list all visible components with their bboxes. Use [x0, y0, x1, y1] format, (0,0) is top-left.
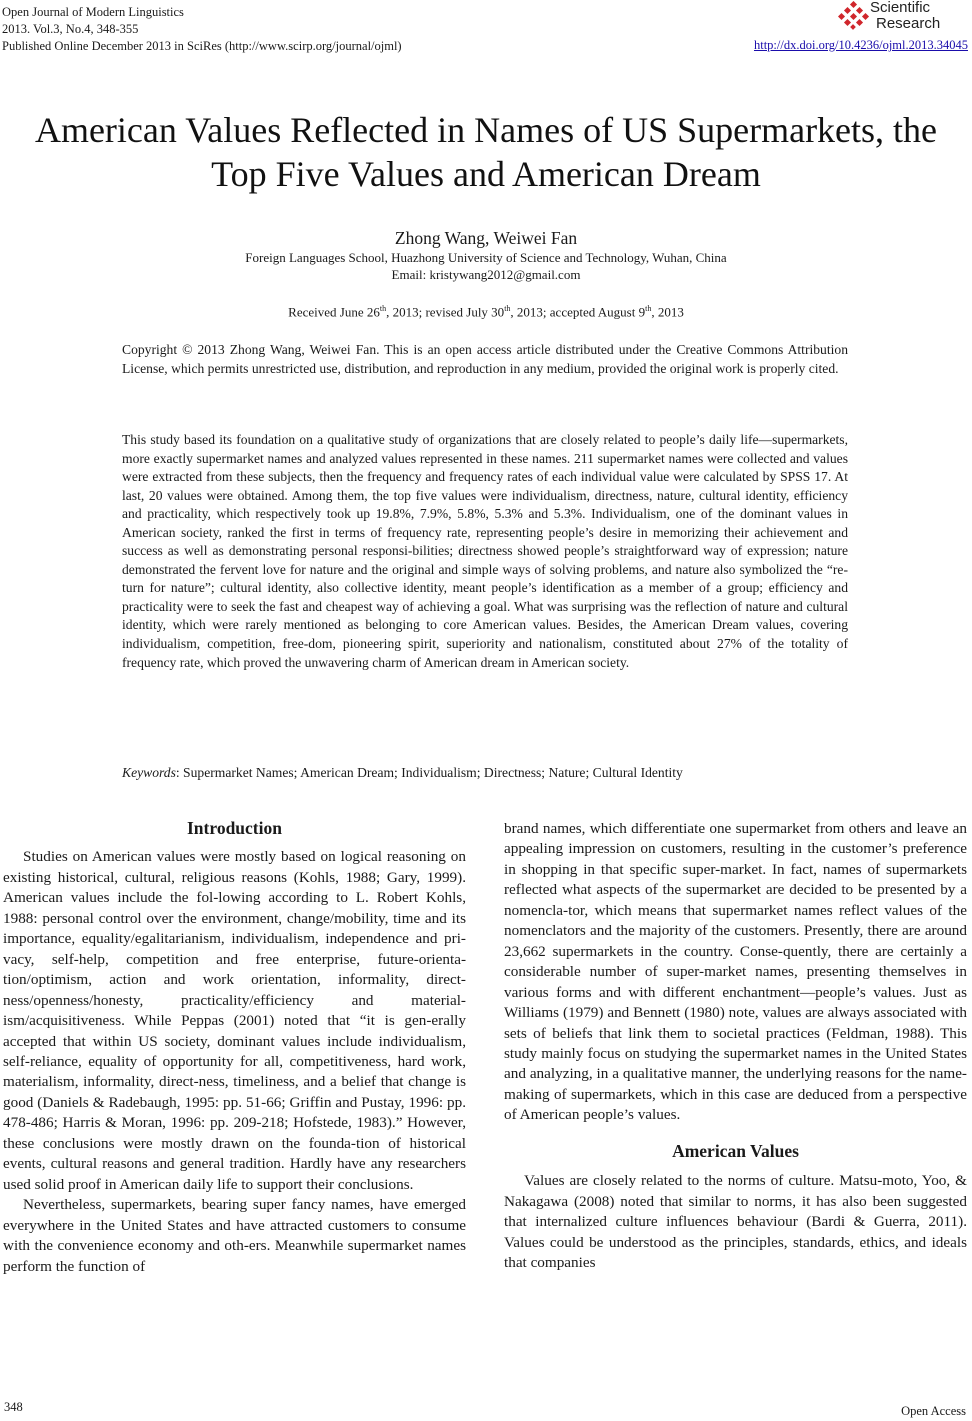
journal-name: Open Journal of Modern Linguistics [2, 5, 184, 19]
section-heading-american-values: American Values [672, 1140, 799, 1161]
keywords-list: : Supermarket Names; American Dream; Individualism; Directness; Nature; Cultural Identity [175, 765, 683, 780]
paper-title [0, 108, 972, 196]
open-access-label: Open Access [901, 1404, 966, 1418]
received-text: Received June 26 [288, 304, 380, 320]
title-line-1: American Values Reflected in Names of US Supermarkets, the [34, 110, 938, 150]
logo-text-research: Research [876, 15, 941, 32]
published-info: Published Online December 2013 in SciRes (http://www.scirp.org/journal/ojml) [2, 39, 402, 53]
left-column [3, 818, 466, 1277]
doi-link[interactable]: http://dx.doi.org/10.4236/ojml.2013.34045 [753, 38, 968, 52]
section-heading-introduction: Introduction [187, 818, 282, 838]
page-number: 348 [4, 1400, 23, 1414]
right-column [504, 819, 967, 1274]
authors: Zhong Wang, Weiwei Fan [394, 228, 578, 248]
email: Email: kristywang2012@gmail.com [391, 267, 581, 282]
scientific-research-logo [838, 1, 968, 37]
copyright-notice: Copyright © 2013 Zhong Wang, Weiwei Fan. This is an open access article distributed under the Creative Commons Attribution License, which permits unrestricted use, distribution, and reproduction in any medium, provided the original work is properly cited. [122, 342, 848, 376]
ordinal-suffix: th [645, 304, 652, 313]
keywords [122, 765, 683, 781]
revised-text: , 2013; revised July 30 [386, 304, 505, 320]
paragraph: Studies on American values were mostly based on logical reasoning on existing historical, cultural, religious reasons (Kohls, 1988; Gary, 1999). American values include the fol-lowing according to L. Robert Kohls, 1988: personal control over the environment, change/mobility, time and its importance, equality/egalitarianism, individualism, independence and pri-vacy, self-help, competition and free enterprise, future-orienta-tion/optimism, action and work orientation, informality, direct-ness/openness/honesty, practicality/efficiency and material-ism/acquisitiveness. While Peppas (2001) noted that “it is gen-erally accepted that within US society, dominant values include individualism, self-reliance, equality of opportunity for all, competitiveness, hard work, materialism, informality, direct-ness, timeliness, and a belief that change is good (Daniels & Radebaugh, 1995: pp. 51-66; Griffin and Pustay, 1996: pp. 478-486; Harris & Moran, 1996: pp. 209-218; Hofstede, 1983).” However, these conclusions were mostly drawn on the founda-tion of historical events, cultural reasons and general tradition. Hardly have any researchers used solid proof in American daily life to support their conclusions. [3, 848, 466, 1193]
ordinal-suffix: th [504, 304, 511, 313]
ordinal-suffix: th [379, 304, 387, 313]
year-text: , 2013 [651, 304, 684, 320]
received-dates [0, 304, 972, 320]
logo-text-scientific: Scientific [870, 0, 931, 16]
accepted-text: , 2013; accepted August 9 [510, 304, 646, 320]
paragraph: brand names, which differentiate one supermarket from others and leave an appealing impression on customers, resulting in the customer’s preference in shopping in that specific super-market. In fact, names of supermarkets reflected what aspects of the supermarket are decided to be presented by a nomencla-tor, which means that supermarket names reflect values of the nomenclators and the majority of the customers. Presently, there are around 23,662 supermarkets in the country. Conse-quently, there are certainly a considerable number of super-market names, presenting themselves in various forms and with different enchantment—people’s values. Just as Williams (1979) and Bennett (1980) note, values are always associated with sets of beliefs that link them to societal practices (Feldman, 1988). This study mainly focus on studying the supermarket names in the United States and analyzing, in a qualitative manner, the underlying reasons for the name-making of supermarkets, which in this case are deduced from a perspective of American people’s values. [504, 820, 967, 1124]
paragraph: Values are closely related to the norms of culture. Matsu-moto, Yoo, & Nakagawa (2008) noted that similar to norms, it has also been suggested that internalized culture influences behaviour (Bardi & Guerra, 2011). Values could be understood as the principles, standards, ethics, and ideals that companies [504, 1172, 967, 1272]
abstract: This study based its foundation on a qualitative study of organizations that are closely related to people’s daily life—supermarkets, more exactly supermarket names and analyzed values represented in these names. 211 supermarket names were collected and values were extracted from these subjects, then the frequency and frequency rates of each individual value were calculated by SPSS 17. At last, 20 values were obtained. Among them, the top five values were individualism, directness, nature, cultural identity, efficiency and practicality, which respectively took up 19.8%, 7.9%, 5.8%, 5.3% and 5.3%. Individualism, one of the dominant values in American society, ranked the first in terms of frequency rate, representing people’s desire in memorizing their achievement and success as well as demonstrating personal responsi-bilities; directness showed people’s straightforward way of expression; nature demonstrated the fervent love for nature and the original and simple ways of solving problems, and nature also symbolized the “re-turn for nature”; cultural identity, also collective identity, meant people’s identification as a member of a group; efficiency and practicality were to seek the fast and cheapest way of achieving a goal. What was surprising was the reflection of nature and cultural identity, which were rarely mentioned as belonging to core American values. Besides, the American Dream values, covering individualism, competition, free-dom, pioneering spirit, superiority and nationalism, constituted about 27% of the totality of frequency rate, which proved the unwavering charm of American dream in American society. [122, 432, 848, 670]
title-line-2: Top Five Values and American Dream [211, 154, 761, 194]
keywords-label: Keywords [122, 765, 176, 780]
running-header [2, 4, 402, 55]
paragraph: Nevertheless, supermarkets, bearing super fancy names, have emerged everywhere in the United States and have attracted customers to consume with the convenience economy and oth-ers. Meanwhile supermarket names perform the function of [3, 1196, 466, 1275]
affiliation: Foreign Languages School, Huazhong University of Science and Technology, Wuhan, China [245, 250, 727, 265]
scirp-diamond-dots-icon [838, 1, 870, 31]
volume-info: 2013. Vol.3, No.4, 348-355 [2, 22, 139, 36]
